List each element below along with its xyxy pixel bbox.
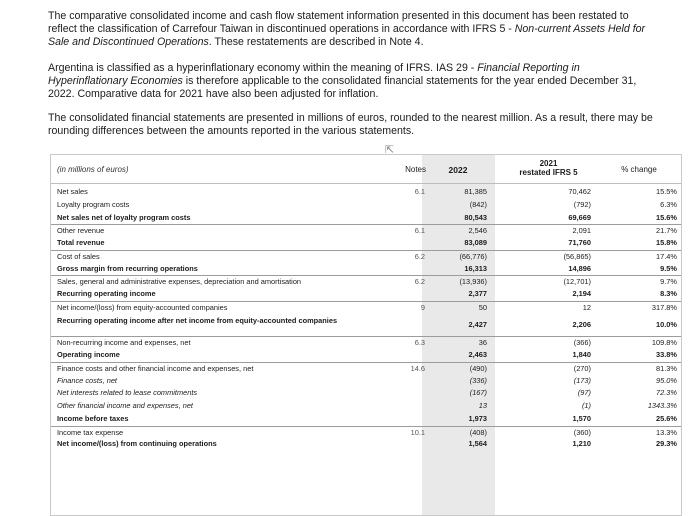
row-change: 15.6% bbox=[656, 212, 677, 222]
row-value-2022: 83,089 bbox=[464, 238, 487, 247]
row-value-2022: (408) bbox=[469, 427, 487, 437]
row-label: Net income/(loss) from equity-accounted companies bbox=[57, 302, 228, 312]
table-row bbox=[51, 288, 681, 300]
row-value-2021: 14,896 bbox=[568, 263, 591, 273]
row-value-2022: (842) bbox=[469, 199, 487, 209]
row-value-2022: 2,377 bbox=[468, 289, 487, 298]
row-change: 317.8% bbox=[651, 302, 677, 312]
row-note: 10.1 bbox=[410, 427, 425, 437]
mouse-cursor-icon: ⇱ bbox=[385, 144, 395, 156]
row-change: 15.5% bbox=[656, 187, 677, 196]
table-row bbox=[51, 387, 681, 399]
table-row bbox=[51, 349, 681, 361]
row-label: Net sales bbox=[57, 187, 88, 196]
row-value-2021: (1) bbox=[581, 401, 591, 410]
row-value-2022: 80,543 bbox=[464, 212, 487, 222]
row-change: 95.0% bbox=[656, 375, 677, 385]
row-note: 6.2 bbox=[414, 251, 425, 261]
row-label: Loyalty program costs bbox=[57, 199, 130, 209]
row-value-2021: (792) bbox=[573, 199, 591, 209]
row-label: Net interests related to lease commitments bbox=[57, 388, 198, 398]
row-value-2021: 1,570 bbox=[572, 413, 591, 423]
header-2022: 2022 bbox=[448, 165, 468, 175]
row-change: 17.4% bbox=[656, 251, 677, 261]
row-value-2022: 2,546 bbox=[468, 226, 487, 236]
row-label: Recurring operating income bbox=[57, 289, 156, 298]
row-value-2021: (97) bbox=[577, 388, 591, 398]
row-label: Finance costs, net bbox=[57, 375, 117, 385]
row-change: 21.7% bbox=[656, 226, 677, 236]
row-change: 81.3% bbox=[656, 363, 677, 373]
table-row bbox=[51, 212, 681, 224]
table-row bbox=[51, 426, 681, 439]
p2-text-b: is therefore applicable to the consolidated financial statements for the year ended December 31, 2022. Comparative data for 2021 have also been adjusted for inflation. bbox=[48, 75, 637, 100]
row-value-2022: 50 bbox=[478, 302, 487, 312]
unit-label: (in millions of euros) bbox=[57, 165, 129, 174]
row-change: 10.0% bbox=[656, 319, 677, 329]
row-value-2021: (366) bbox=[573, 338, 591, 348]
row-value-2021: (270) bbox=[573, 363, 591, 373]
row-value-2022: 1,973 bbox=[468, 413, 487, 423]
row-value-2021: (173) bbox=[573, 375, 591, 385]
p2-italic-standard: Financial Reporting in Hyperinflationary Economies bbox=[48, 62, 580, 87]
table-row bbox=[51, 336, 681, 349]
row-change: 13.3% bbox=[656, 427, 677, 437]
table-row bbox=[51, 186, 681, 198]
row-label: Gross margin from recurring operations bbox=[57, 263, 198, 273]
row-change: 15.8% bbox=[656, 238, 677, 247]
table-row bbox=[51, 375, 681, 387]
intro-paragraph-argentina bbox=[48, 62, 660, 101]
row-value-2021: 70,462 bbox=[568, 187, 591, 196]
row-change: 29.3% bbox=[656, 439, 677, 449]
table-row bbox=[51, 199, 681, 211]
table-row bbox=[51, 250, 681, 263]
row-change: 9.7% bbox=[660, 277, 677, 287]
row-value-2021: 1,210 bbox=[572, 439, 591, 449]
row-label: Cost of sales bbox=[57, 251, 100, 261]
row-change: 109.8% bbox=[651, 338, 677, 348]
row-value-2021: 2,206 bbox=[572, 319, 591, 329]
p1-text-b: . These restatements are described in Note 4. bbox=[208, 36, 424, 48]
row-value-2022: 81,385 bbox=[464, 187, 487, 196]
income-statement-table bbox=[50, 154, 682, 516]
row-value-2022: 36 bbox=[478, 338, 487, 348]
header-2021 bbox=[501, 159, 596, 177]
row-value-2022: 1,564 bbox=[468, 439, 487, 449]
table-row bbox=[51, 224, 681, 237]
row-value-2021: 2,194 bbox=[572, 289, 591, 298]
header-notes: Notes bbox=[405, 165, 426, 174]
table-row bbox=[51, 362, 681, 375]
row-value-2022: 16,313 bbox=[464, 263, 487, 273]
row-value-2021: (56,865) bbox=[563, 251, 591, 261]
table-row bbox=[51, 263, 681, 275]
row-note: 6.2 bbox=[414, 277, 425, 287]
table-row bbox=[51, 413, 681, 425]
row-value-2022: (66,776) bbox=[459, 251, 487, 261]
row-note: 6.1 bbox=[414, 226, 425, 236]
table-row bbox=[51, 400, 681, 412]
row-label: Sales, general and administrative expenses, depreciation and amortisation bbox=[57, 277, 302, 287]
row-value-2022: (13,936) bbox=[459, 277, 487, 287]
row-change: 72.3% bbox=[656, 388, 677, 398]
row-value-2021: (12,701) bbox=[563, 277, 591, 287]
row-change: 9.5% bbox=[660, 263, 677, 273]
intro-paragraph-rounding: The consolidated financial statements are presented in millions of euros, rounded to the nearest million. As a result, there may be rounding differences between the amounts reported in the various statements. bbox=[48, 112, 653, 137]
p1-text-a: The comparative consolidated income and cash flow statement information presented in this document has been restated to reflect the classification of Carrefour Taiwan in discontinued operations in accordance with IFRS 5 - bbox=[48, 10, 629, 35]
row-value-2021: 1,840 bbox=[572, 350, 591, 359]
row-label: Operating income bbox=[57, 350, 120, 359]
row-label: Recurring operating income after net income from equity-accounted companies bbox=[57, 315, 338, 325]
row-label: Net income/(loss) from continuing operations bbox=[57, 439, 217, 449]
row-value-2022: (336) bbox=[469, 375, 487, 385]
row-label: Finance costs and other financial income and expenses, net bbox=[57, 363, 254, 373]
row-label: Non-recurring income and expenses, net bbox=[57, 338, 191, 348]
row-label: Net sales net of loyalty program costs bbox=[57, 212, 191, 222]
table-row bbox=[51, 301, 681, 314]
row-note: 9 bbox=[420, 302, 425, 312]
table-row bbox=[51, 275, 681, 288]
header-2021-restated: restated IFRS 5 bbox=[519, 168, 578, 177]
row-label: Income tax expense bbox=[57, 427, 124, 437]
row-label: Other revenue bbox=[57, 226, 105, 236]
p1-italic-standard: Non-current Assets Held for Sale and Discontinued Operations bbox=[48, 23, 646, 48]
header-2021-year: 2021 bbox=[539, 159, 558, 168]
row-note: 6.1 bbox=[414, 187, 425, 196]
table-row bbox=[51, 438, 681, 450]
header-change: % change bbox=[621, 165, 657, 174]
row-label: Other financial income and expenses, net bbox=[57, 401, 193, 410]
row-value-2022: 13 bbox=[478, 401, 487, 410]
row-change: 8.3% bbox=[660, 289, 677, 298]
row-value-2021: 71,760 bbox=[568, 238, 591, 247]
row-value-2022: (167) bbox=[469, 388, 487, 398]
row-value-2022: (490) bbox=[469, 363, 487, 373]
row-change: 33.8% bbox=[656, 350, 677, 359]
row-label: Total revenue bbox=[57, 238, 105, 247]
row-value-2021: 2,091 bbox=[572, 226, 591, 236]
row-change: 6.3% bbox=[660, 199, 677, 209]
intro-paragraph-ifrs5 bbox=[48, 10, 660, 49]
row-label: Income before taxes bbox=[57, 413, 129, 423]
row-value-2022: 2,463 bbox=[468, 350, 487, 359]
table-row bbox=[51, 314, 681, 336]
p2-text-a: Argentina is classified as a hyperinflationary economy within the meaning of IFRS. IAS 29 - bbox=[48, 62, 478, 74]
row-note: 14.6 bbox=[410, 363, 425, 373]
row-value-2021: (360) bbox=[573, 427, 591, 437]
row-change: 25.6% bbox=[656, 413, 677, 423]
row-change: 1343.3% bbox=[647, 401, 677, 410]
row-value-2021: 69,669 bbox=[568, 212, 591, 222]
row-value-2022: 2,427 bbox=[468, 319, 487, 329]
table-row bbox=[51, 237, 681, 249]
row-note: 6.3 bbox=[414, 338, 425, 348]
row-value-2021: 12 bbox=[582, 302, 591, 312]
table-header bbox=[51, 155, 681, 184]
